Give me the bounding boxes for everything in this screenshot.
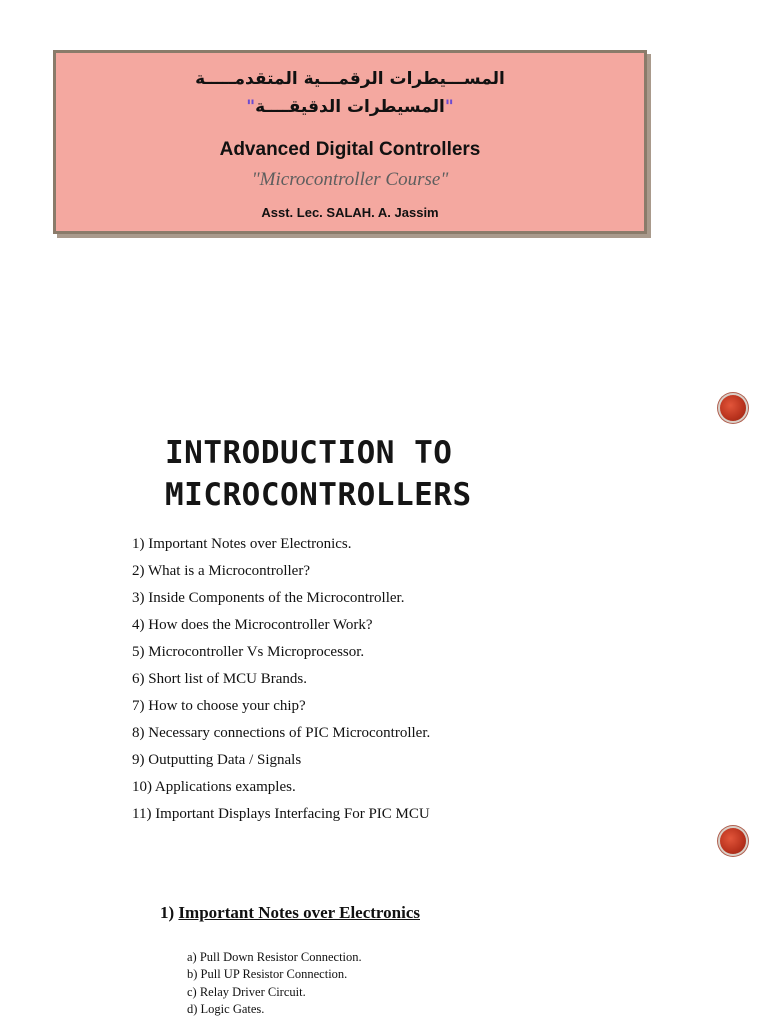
bullet-dot-icon	[720, 395, 746, 421]
sub-list-item: a) Pull Down Resistor Connection.	[187, 950, 362, 964]
course-subtitle: "Microcontroller Course"	[251, 169, 449, 190]
arabic-subtitle-text: المسيطرات الدقيقــــة	[255, 97, 445, 117]
sub-list-item: d) Logic Gates.	[187, 1001, 265, 1016]
toc-item: 7) How to choose your chip?	[132, 698, 306, 714]
course-title: Advanced Digital Controllers	[219, 139, 481, 160]
section-heading	[160, 903, 420, 923]
toc-item: 2) What is a Microcontroller?	[132, 563, 310, 579]
toc-item: 10) Applications examples.	[132, 779, 296, 795]
toc-item: 9) Outputting Data / Signals	[132, 752, 302, 768]
section-heading-text: Important Notes over Electronics	[178, 903, 420, 922]
course-banner	[53, 50, 647, 234]
title-line-1: INTRODUCTION TO	[165, 435, 453, 471]
sub-list-item: c) Relay Driver Circuit.	[187, 984, 306, 999]
section-sub-list	[187, 949, 362, 1018]
author-name: Asst. Lec. SALAH. A. Jassim	[261, 205, 439, 220]
toc-item: 4) How does the Microcontroller Work?	[132, 617, 373, 633]
toc-item: 1) Important Notes over Electronics.	[132, 536, 352, 552]
arabic-subtitle	[56, 97, 644, 117]
toc-item: 5) Microcontroller Vs Microprocessor.	[132, 644, 365, 660]
bullet-dot-icon	[720, 828, 746, 854]
toc-item: 8) Necessary connections of PIC Microcontroller.	[132, 725, 431, 741]
title-line-2: MICROCONTROLLERS	[165, 477, 472, 513]
toc-item: 3) Inside Components of the Microcontroller.	[132, 590, 405, 606]
arabic-quote-close: "	[246, 97, 256, 117]
sub-list-item: b) Pull UP Resistor Connection.	[187, 967, 348, 982]
arabic-title: المســـيطرات الرقمـــية المتقدمـــــة	[195, 69, 505, 89]
table-of-contents	[132, 533, 430, 830]
toc-item: 11) Important Displays Interfacing For PIC MCU	[132, 806, 430, 822]
section-number: 1)	[160, 903, 175, 922]
toc-item: 6) Short list of MCU Brands.	[132, 671, 308, 687]
page-title	[165, 432, 472, 516]
arabic-quote-open: "	[444, 97, 454, 117]
